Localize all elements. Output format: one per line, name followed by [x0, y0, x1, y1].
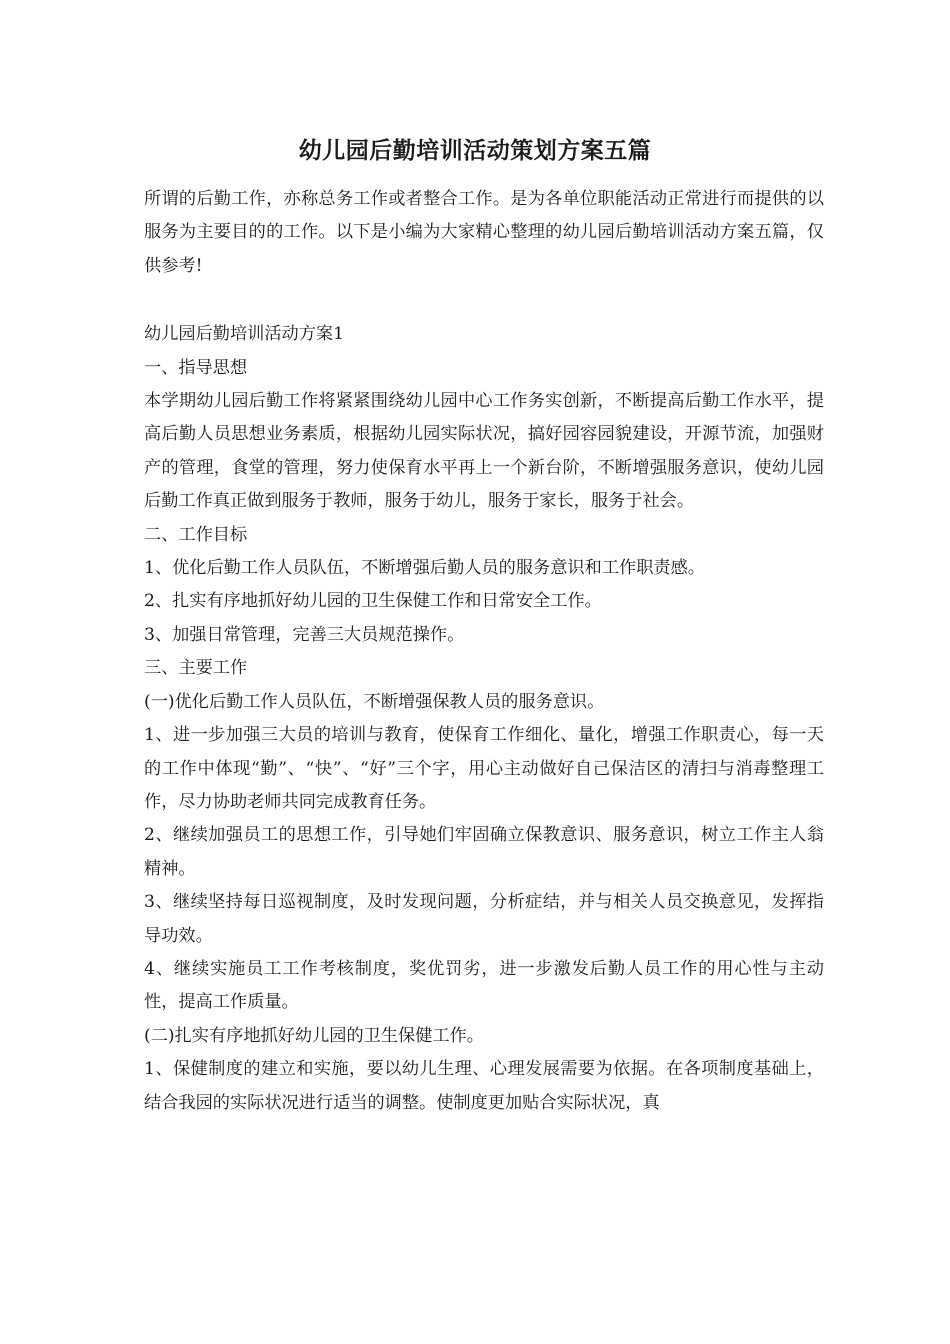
goal-item-1: 1、优化后勤工作人员队伍，不断增强后勤人员的服务意识和工作职责感。 — [144, 558, 705, 579]
work-item-1: 1、进一步加强三大员的培训与教育，使保育工作细化、量化，增强工作职责心，每一天的工作中体现“勤”、“快”、“好”三个字，用心主动做好自己保洁区的清扫与消毒整理工作，尽力协助老师共同完成教育任务。 — [144, 725, 824, 812]
document-body — [144, 183, 824, 1120]
heading-main-work: 三、主要工作 — [144, 658, 248, 679]
document-title: 幼儿园后勤培训活动策划方案五篇 — [298, 137, 652, 164]
work-item-4: 4、继续实施员工工作考核制度，奖优罚劣，进一步激发后勤人员工作的用心性与主动性，提高工作质量。 — [144, 958, 824, 1013]
health-item-1: 1、保健制度的建立和实施，要以幼儿生理、心理发展需要为依据。在各项制度基础上，结合我园的实际状况进行适当的调整。使制度更加贴合实际状况，真 — [144, 1059, 824, 1113]
intro-paragraph: 所谓的后勤工作，亦称总务工作或者整合工作。是为各单位职能活动正常进行而提供的以服务为主要目的的工作。以下是小编为大家精心整理的幼儿园后勤培训活动方案五篇，仅供参考! — [144, 189, 824, 276]
paragraph-guiding-ideology: 本学期幼儿园后勤工作将紧紧围绕幼儿园中心工作务实创新，不断提高后勤工作水平，提高后勤人员思想业务素质，根据幼儿园实际状况，搞好园容园貌建设，开源节流，加强财产的管理，食堂的管理，努力使保育水平再上一个新台阶，不断增强服务意识，使幼儿园后勤工作真正做到服务于教师，服务于幼儿，服务于家长，服务于社会。 — [144, 391, 824, 512]
paragraph-spacer — [144, 283, 824, 318]
work-item-3: 3、继续坚持每日巡视制度，及时发现问题，分析症结，并与相关人员交换意见，发挥指导功效。 — [144, 892, 824, 946]
heading-work-goals: 二、工作目标 — [144, 524, 248, 545]
goal-item-3: 3、加强日常管理，完善三大员规范操作。 — [144, 624, 465, 645]
goal-item-2: 2、扎实有序地抓好幼儿园的卫生保健工作和日常安全工作。 — [144, 591, 602, 612]
work-item-2: 2、继续加强员工的思想工作，引导她们牢固确立保教意识、服务意识，树立工作主人翁精神。 — [144, 825, 824, 879]
subheading-health-care: (二)扎实有序地抓好幼儿园的卫生保健工作。 — [144, 1025, 484, 1046]
subheading-staff-team: (一)优化后勤工作人员队伍，不断增强保教人员的服务意识。 — [144, 691, 605, 712]
heading-guiding-ideology: 一、指导思想 — [144, 357, 248, 378]
section-heading: 幼儿园后勤培训活动方案1 — [144, 324, 344, 345]
